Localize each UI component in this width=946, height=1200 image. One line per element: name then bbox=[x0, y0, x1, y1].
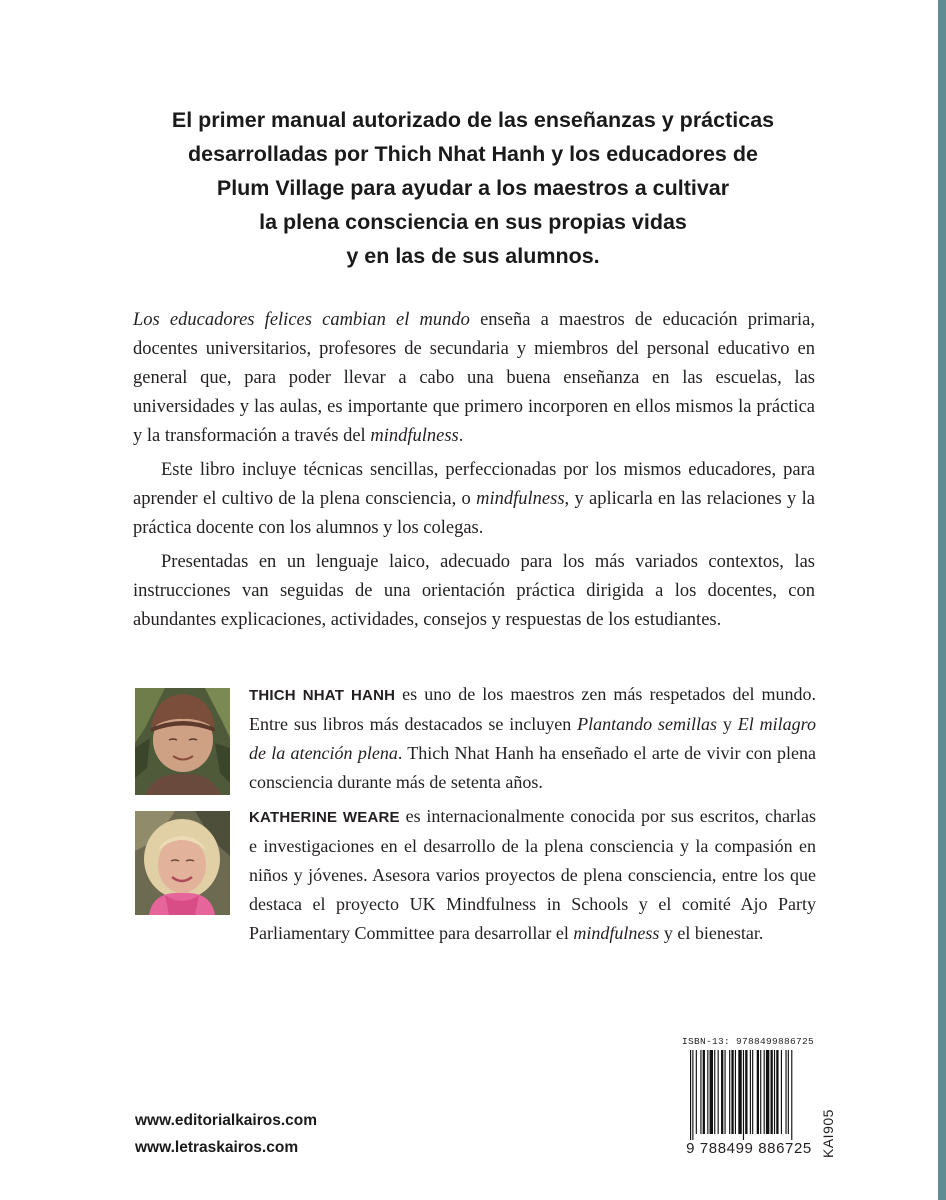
author-photo-thich-nhat-hanh bbox=[135, 688, 230, 795]
headline-line: desarrolladas por Thich Nhat Hanh y los educadores de bbox=[188, 142, 758, 166]
headline-line: y en las de sus alumnos. bbox=[346, 244, 600, 268]
bio-text: es internacionalmente conocida por sus escritos, charlas e investigaciones en el desarrollo de la plena consciencia y la compasión en niños y jóvenes. Asesora varios proyectos de plena consciencia, entre los que destaca el proyecto UK Mindfulness in Schools y el comité Ajo Party Parliamentary Committee para desarrollar el bbox=[249, 806, 816, 943]
headline-line: El primer manual autorizado de las enseñanzas y prácticas bbox=[171, 108, 775, 132]
author-bio-thich-nhat-hanh bbox=[249, 680, 816, 797]
paragraph-text: . bbox=[458, 426, 464, 446]
paragraph-text: , y aplicarla en las relaciones y la práctica docente con los alumnos y los colegas. bbox=[133, 489, 815, 538]
book-title: Plantando semillas bbox=[577, 714, 718, 734]
description-paragraph bbox=[133, 456, 815, 543]
description bbox=[133, 306, 815, 635]
headline bbox=[96, 103, 850, 273]
term: mindfulness bbox=[573, 923, 660, 943]
website-link[interactable]: www.letraskairos.com bbox=[135, 1139, 299, 1156]
book-title: Los educadores felices cambian el mundo bbox=[133, 310, 470, 330]
term: mindfulness bbox=[476, 489, 565, 509]
bio-text: y el bienestar. bbox=[659, 923, 764, 943]
catalog-code: KAI905 bbox=[820, 1109, 836, 1158]
isbn-digits: 9 788499 886725 bbox=[686, 1140, 812, 1157]
isbn-label: ISBN-13: 9788499886725 bbox=[682, 1036, 815, 1047]
book-title: El milagro de la atención plena bbox=[249, 714, 817, 763]
headline-line: Plum Village para ayudar a los maestros a cultivar bbox=[216, 176, 730, 200]
barcode-bars bbox=[690, 1050, 810, 1140]
author-name: KATHERINE WEARE bbox=[249, 809, 400, 826]
author-bio-katherine-weare bbox=[249, 802, 816, 948]
author-photo-katherine-weare bbox=[135, 811, 230, 915]
paragraph-text: enseña a maestros de educación primaria, docentes universitarios, profesores de secundaria y miembros del personal educativo en general que, para poder llevar a cabo una buena enseñanza en las escuelas, las universidades y las aulas, es importante que primero incorporen en ellos mismos la práctica y la transformación a través del bbox=[133, 310, 815, 446]
cover-edge-stripe bbox=[938, 0, 946, 1200]
isbn-barcode bbox=[682, 1036, 816, 1164]
headline-line: la plena consciencia en sus propias vidas bbox=[259, 210, 687, 234]
term: mindfulness bbox=[370, 426, 459, 446]
description-paragraph: Presentadas en un lenguaje laico, adecuado para los más variados contextos, las instrucciones van seguidas de una orientación práctica dirigida a los docentes, con abundantes explicaciones, actividades, consejos y respuestas de los estudiantes. bbox=[133, 552, 815, 630]
description-paragraph bbox=[133, 306, 815, 451]
website-link[interactable]: www.editorialkairos.com bbox=[135, 1112, 318, 1129]
author-name: THICH NHAT HANH bbox=[249, 687, 396, 704]
paragraph-text: Este libro incluye técnicas sencillas, perfeccionadas por los mismos educadores, para aprender el cultivo de la plena consciencia, o bbox=[133, 460, 815, 509]
bio-text: . Thich Nhat Hanh ha enseñado el arte de vivir con plena consciencia durante más de setenta años. bbox=[249, 743, 816, 792]
bio-text: y bbox=[717, 714, 738, 734]
bio-text: es uno de los maestros zen más respetados del mundo. Entre sus libros más destacados se incluyen bbox=[249, 684, 816, 734]
